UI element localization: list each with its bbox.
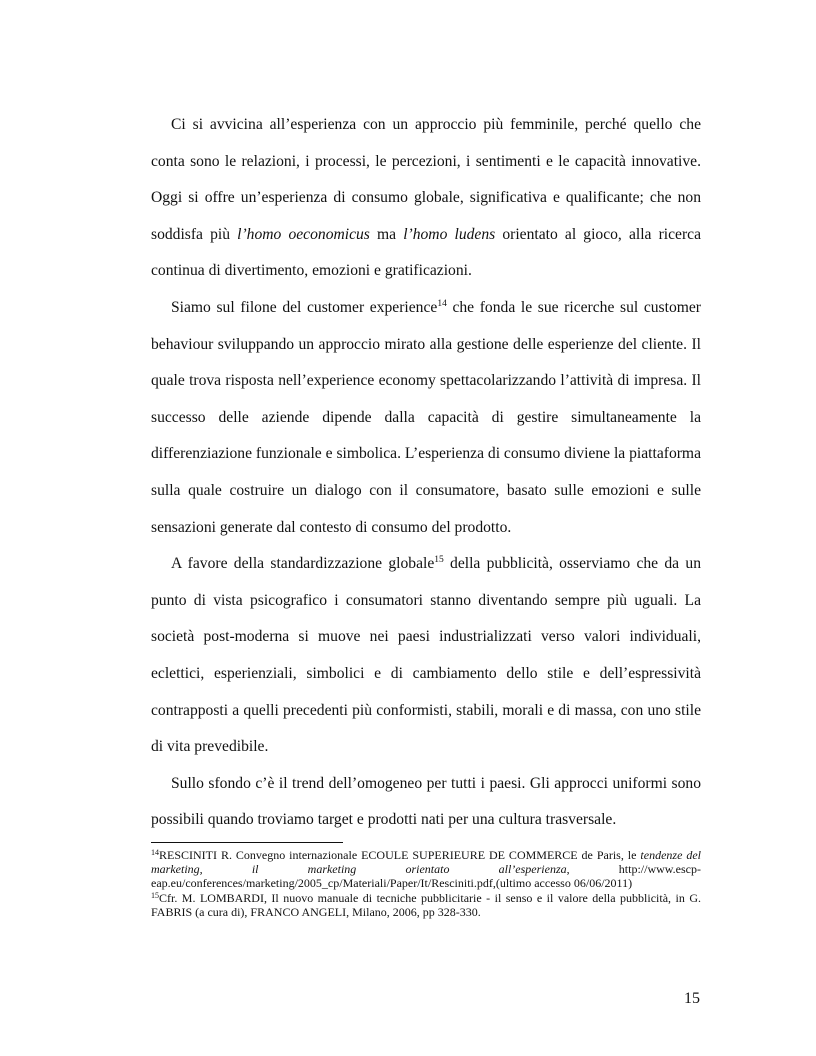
paragraph-4: Sullo sfondo c’è il trend dell’omogeneo per tutti i paesi. Gli approcci uniformi sono possibili quando troviamo target e prodotti nati per una cultura trasversale. bbox=[151, 774, 701, 829]
italic-homo-ludens: l’homo ludens bbox=[403, 225, 496, 243]
paragraph-1: Ci si avvicina all’esperienza con un approccio più femminile, perché quello che conta sono le relazioni, i processi, le percezioni, i sentimenti e le capacità innovative. Oggi si offre un’esperienza di consumo globale, significativa e qualificante; che non soddisfa più l’homo oeconomicus ma l’homo ludens orientato al gioco, alla ricerca continua di divertimento, emozioni e gratificazioni. bbox=[151, 116, 701, 280]
footnotes bbox=[151, 848, 701, 919]
footnote-15: $^{15}$Cfr. M. LOMBARDI, Il nuovo manuale di tecniche pubblicitarie - il senso e il valore della pubblicità, in G. FABRIS (a cura di), FRANCO ANGELI, Milano, 2006, pp 328-330. bbox=[151, 890, 701, 919]
footnote-separator bbox=[151, 842, 343, 843]
footnote-ref-15: 15 bbox=[434, 555, 444, 566]
footnote-14: $^{14}$RESCINITI R. Convegno internazionale ECOULE SUPERIEURE DE COMMERCE de Paris, le tendenze del marketing, il marketing orientato all’esperienza, http://www.escp-eap.eu/conferences/marketing/2005_cp/Materiali/Paper/It/Resciniti.pdf,(ultimo accesso 06/06/2011) bbox=[151, 848, 701, 891]
paragraph-2: Siamo sul filone del customer experience$^{14}$ che fonda le sue ricerche sul customer behaviour sviluppando un approccio mirato alla gestione delle esperienze del cliente. Il quale trova risposta nell’experience economy spettacolarizzando l’attività di impresa. Il successo delle aziende dipende dalla capacità di gestire simultaneamente la differenziazione funzionale e simbolica. L’esperienza di consumo diviene la piattaforma sulla quale costruire un dialogo con il consumatore, basato sulle emozioni e sulle sensazioni generate dal contesto di consumo del prodotto. bbox=[151, 298, 701, 536]
page-number: 15 bbox=[684, 990, 700, 1007]
footnote-ref-14: 14 bbox=[437, 298, 447, 309]
footnote-number: 14 bbox=[151, 848, 159, 857]
body-text bbox=[151, 107, 701, 839]
italic-homo-oeconomicus: l’homo oeconomicus bbox=[237, 225, 370, 243]
footnote-number: 15 bbox=[151, 890, 159, 900]
paragraph-3: A favore della standardizzazione globale$^{15}$ della pubblicità, osserviamo che da un punto di vista psicografico i consumatori stanno diventando sempre più uguali. La società post-moderna si muove nei paesi industrializzati verso valori individuali, eclettici, esperienziali, simbolici e di cambiamento dello stile e dell’espressività contrapposti a quelli precedenti più conformisti, stabili, morali e di massa, con uno stile di vita prevedibile. bbox=[151, 555, 701, 756]
footnote-italic-title: tendenze del marketing, il marketing orientato all’esperienza bbox=[151, 848, 701, 877]
